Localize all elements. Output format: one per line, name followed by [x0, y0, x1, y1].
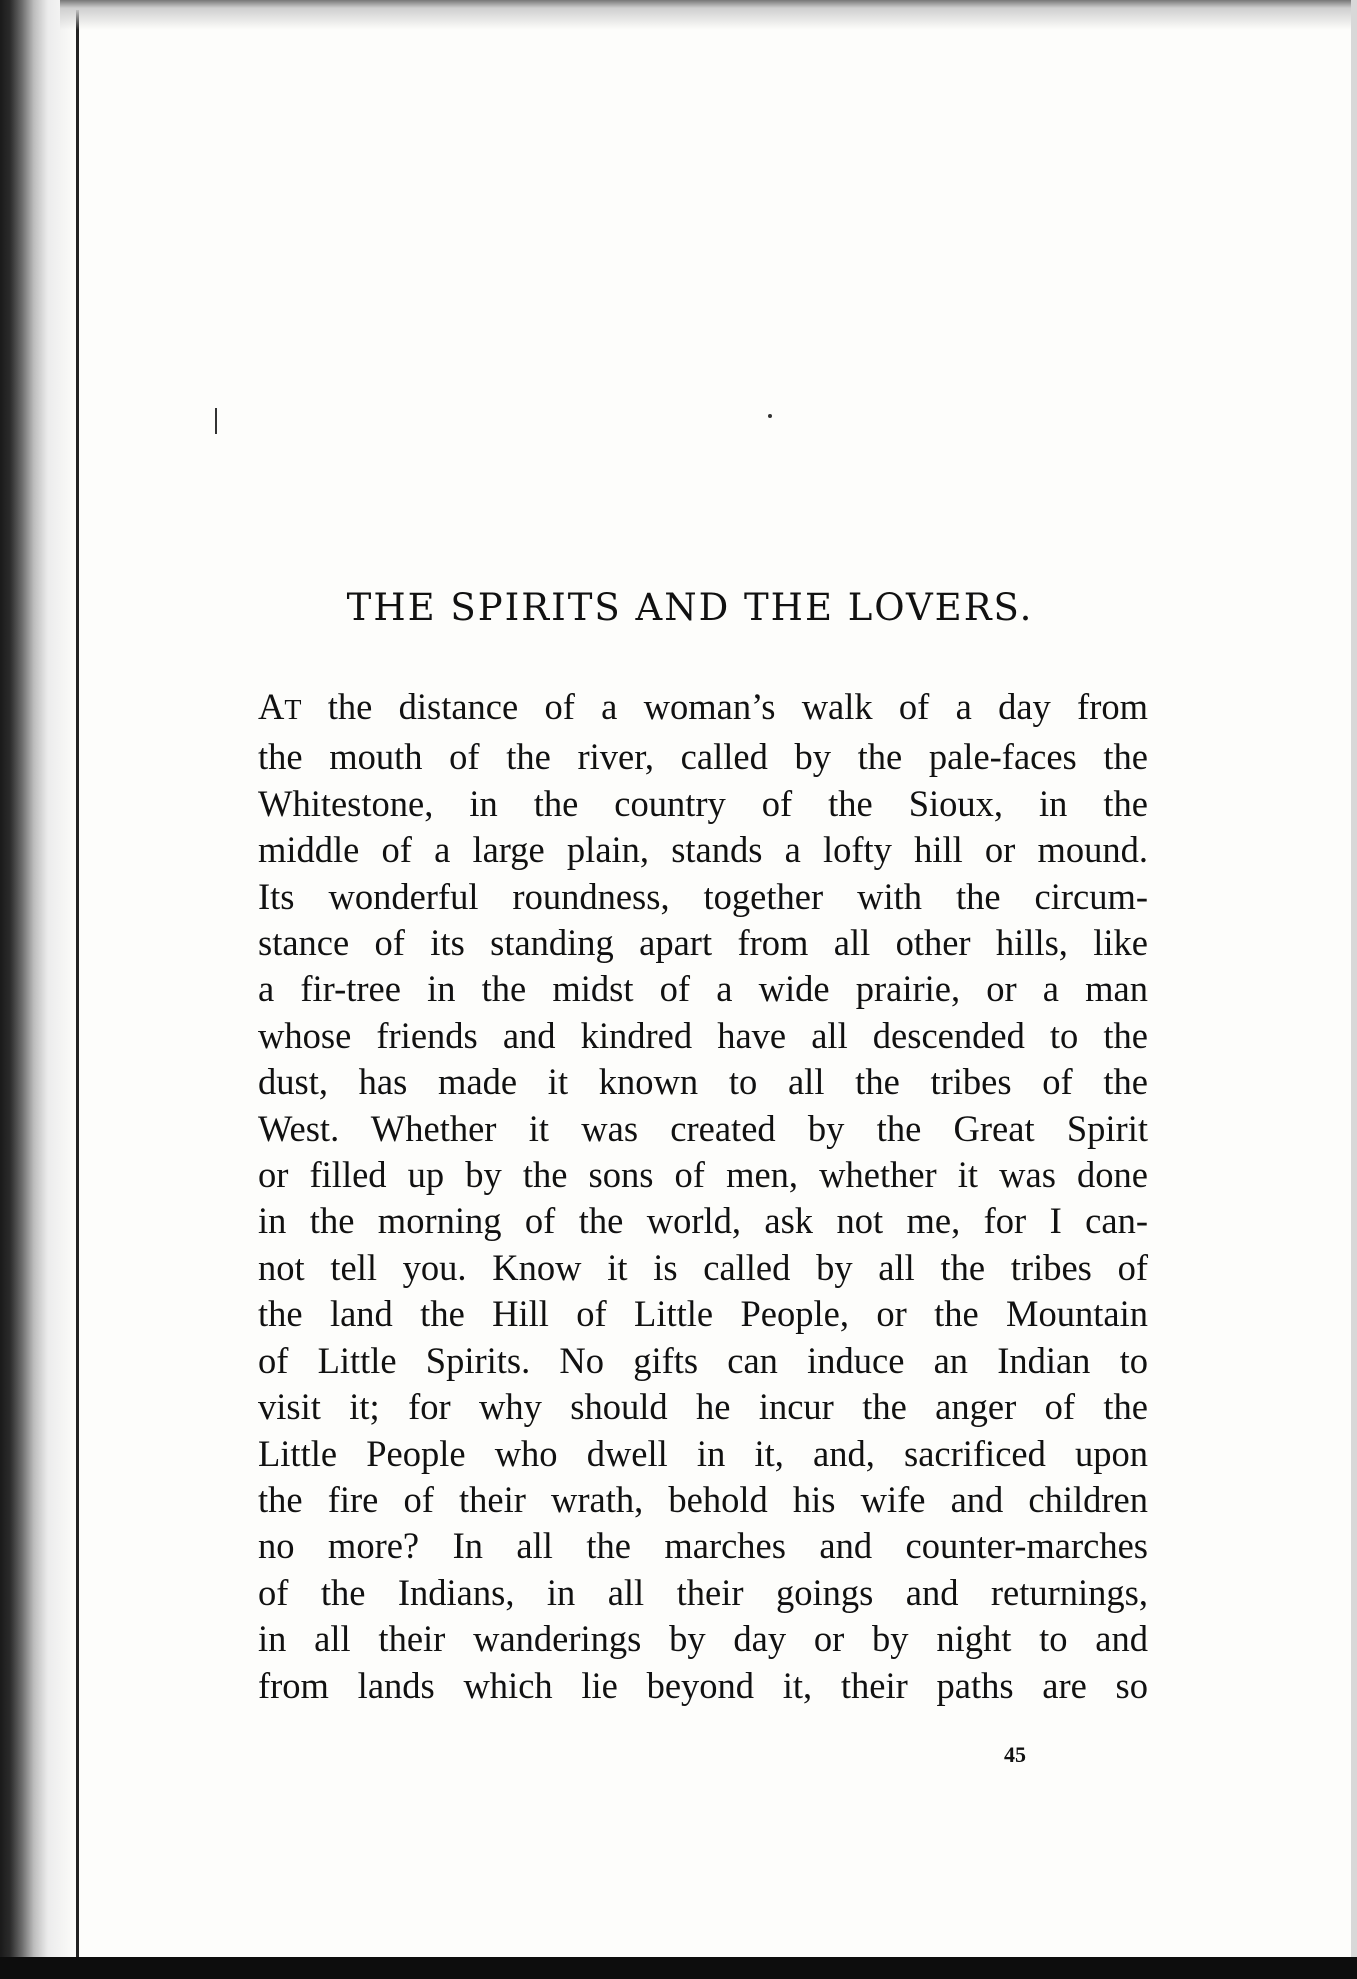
speck — [768, 414, 772, 418]
text-line: dust, has made it known to all the tribes of the — [258, 1061, 1148, 1103]
text-line: Its wonderful roundness, together with the circum- — [258, 875, 1148, 917]
text-line: stance of its standing apart from all other hills, like — [258, 922, 1148, 964]
text-line: in all their wanderings by day or by night to and — [258, 1618, 1148, 1660]
top-edge-smudge — [60, 0, 1357, 30]
text-line: from lands which lie beyond it, their paths are so — [258, 1664, 1148, 1706]
chapter-title: THE SPIRITS AND THE LOVERS. — [346, 586, 1034, 629]
text-line: Little People who dwell in it, and, sacrificed upon — [258, 1432, 1148, 1474]
text-line: middle of a large plain, stands a lofty hill or mound. — [258, 829, 1148, 871]
binding-line — [76, 10, 79, 1970]
body-text — [258, 684, 1148, 1709]
text-line: no more? In all the marches and counter-marches — [258, 1525, 1148, 1567]
text-line: a fir-tree in the midst of a wide prairie, or a man — [258, 968, 1148, 1010]
first-word-capital: A — [258, 686, 285, 727]
text-line: West. Whether it was created by the Great Spirit — [258, 1107, 1148, 1149]
bottom-scan-band — [0, 1957, 1357, 1979]
first-word — [258, 686, 301, 727]
binding-edge — [0, 0, 78, 1979]
text-line: whose friends and kindred have all descended to the — [258, 1014, 1148, 1056]
text-line: of the Indians, in all their goings and returnings, — [258, 1571, 1148, 1613]
first-word-small-caps: T — [284, 695, 302, 726]
text-line: visit it; for why should he incur the anger of the — [258, 1386, 1148, 1428]
right-edge — [1351, 0, 1357, 1979]
text-line: in the morning of the world, ask not me, for I can- — [258, 1200, 1148, 1242]
text-line: Whitestone, in the country of the Sioux, in the — [258, 782, 1148, 824]
first-word-initial — [258, 686, 301, 727]
text-line-content: the distance of a woman’s walk of a day from — [301, 686, 1148, 727]
text-line: the mouth of the river, called by the pale-faces the — [258, 736, 1148, 778]
text-line: not tell you. Know it is called by all the tribes of — [258, 1246, 1148, 1288]
text-line — [258, 684, 1148, 734]
text-line: the fire of their wrath, behold his wife and children — [258, 1478, 1148, 1520]
text-line: or filled up by the sons of men, whether it was done — [258, 1154, 1148, 1196]
text-line: the land the Hill of Little People, or the Mountain — [258, 1293, 1148, 1335]
text-line: of Little Spirits. No gifts can induce an Indian to — [258, 1339, 1148, 1381]
speck — [215, 408, 217, 434]
page-number: 45 — [1004, 1742, 1026, 1767]
